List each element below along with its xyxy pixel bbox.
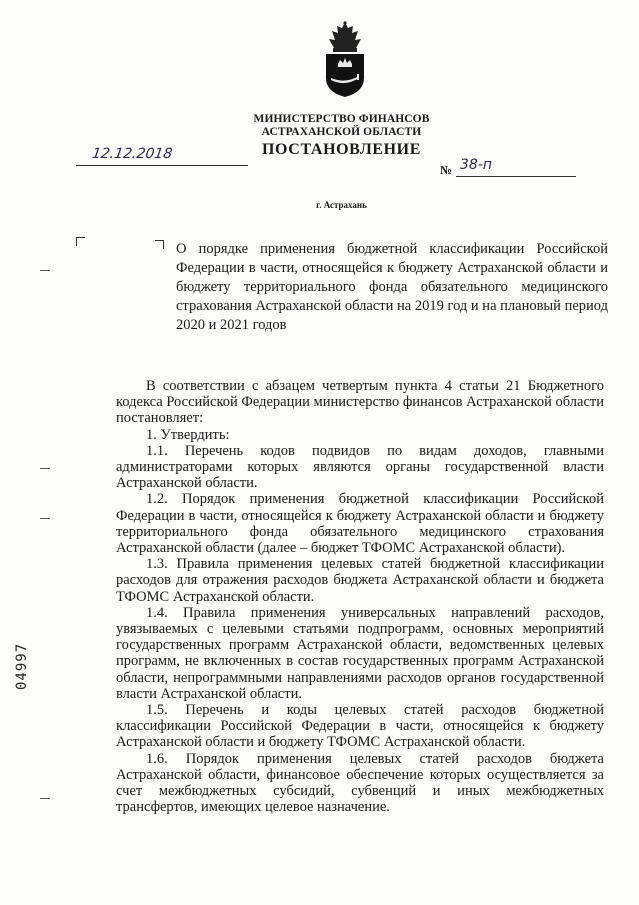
- ministry-name-line-2: АСТРАХАНСКОЙ ОБЛАСТИ: [261, 126, 422, 138]
- body-paragraph: 1.4. Правила применения универсальных направлений расходов, увязываемых с целевыми статьями подпрограмм, основных мероприятий государственных программ Астраханской области, ведомственных целевых программ, не включенных в состав государственных программ Астраханской области, непрограммными направлениями расходов органов государственной власти Астраханской области.: [116, 604, 604, 702]
- document-subject: О порядке применения бюджетной классификации Российской Федерации в части, относящейся к бюджету Астраханской области и бюджету территориального фонда обязательного медицинского страхования Астраханской области на 2019 год и на плановый период 2020 и 2021 годов: [176, 241, 608, 333]
- body-paragraph: В соответствии с абзацем четвертым пункта 4 статьи 21 Бюджетного кодекса Российской Федерации министерство финансов Астраханской области постановляет:: [116, 378, 604, 427]
- scan-mark: [40, 468, 50, 469]
- number-sign: №: [440, 163, 453, 177]
- document-number: 38-п: [460, 157, 493, 173]
- document-date: 12.12.2018: [90, 146, 174, 162]
- body-paragraph: 1.2. Порядок применения бюджетной классификации Российской Федерации в части, относящейся к бюджету Астраханской области и бюджету территориального фонда обязательного медицинского страхования Астраханской области (далее – бюджет ТФОМС Астраханской области).: [116, 491, 604, 557]
- number-underline: [456, 176, 576, 177]
- document-type-title: ПОСТАНОВЛЕНИЕ: [262, 141, 421, 158]
- city-label: г. Астрахань: [316, 200, 367, 210]
- scan-mark: [40, 270, 50, 271]
- date-underline: [76, 165, 248, 166]
- registration-stamp-number: 04997: [14, 642, 30, 690]
- body-paragraph: 1.1. Перечень кодов подвидов по видам доходов, главными администраторами которых являются органы государственной власти Астраханской области.: [116, 442, 604, 492]
- coat-of-arms-icon: [322, 20, 368, 98]
- body-paragraph: 1. Утвердить:: [146, 426, 230, 443]
- body-paragraph: 1.5. Перечень и коды целевых статей расходов бюджетной классификации Российской Федерации в части, относящейся к бюджету Астраханской области и бюджету ТФОМС Астраханской области.: [116, 702, 604, 751]
- scan-mark: [40, 518, 50, 519]
- body-paragraph: 1.3. Правила применения целевых статей бюджетной классификации расходов для отражения расходов бюджета Астраханской области и бюджета ТФОМС Астраханской области.: [116, 556, 604, 605]
- body-paragraph: 1.6. Порядок применения целевых статей расходов бюджета Астраханской области, финансовое обеспечение которых осуществляется за счет межбюджетных субсидий, субвенций и иных межбюджетных трансфертов, имеющих целевое назначение.: [116, 750, 604, 816]
- subject-corner-mark-right: [155, 240, 164, 249]
- ministry-name-line-1: МИНИСТЕРСТВО ФИНАНСОВ: [253, 113, 430, 125]
- scan-mark: [40, 798, 50, 799]
- document-body: [116, 378, 604, 815]
- subject-corner-mark-left: [76, 237, 85, 246]
